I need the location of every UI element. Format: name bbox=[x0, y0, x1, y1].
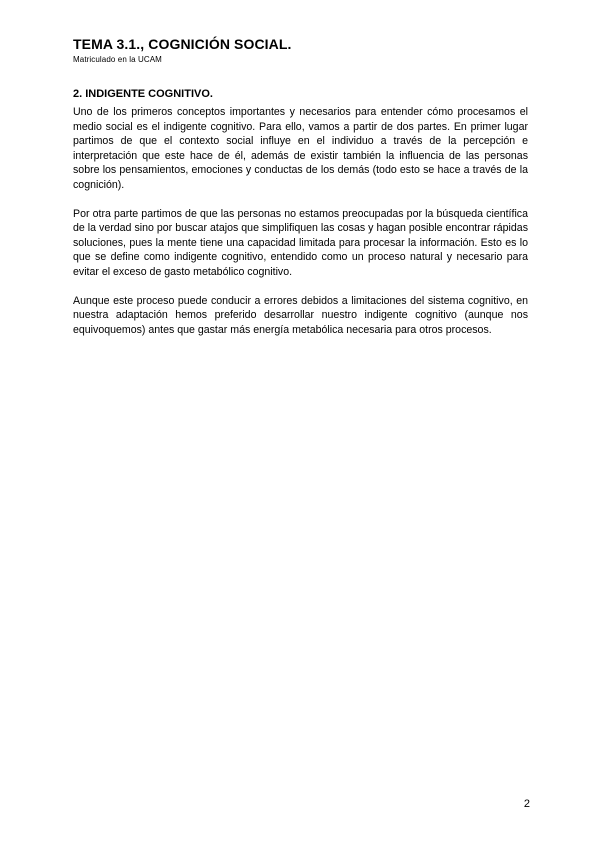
page-header bbox=[73, 36, 533, 65]
document-body bbox=[73, 87, 528, 351]
paragraph: Uno de los primeros conceptos importantes y necesarios para entender cómo procesamos el medio social es el indigente cognitivo. Para ello, vamos a partir de dos partes. En primer lugar partimos de que el contexto social influye en el individuo a través de la percepción e interpretación que este hace de él, además de existir también la influencia de las personas sobre los pensamientos, emociones y conductas de los demás (todo esto se hace a través de la cognición). bbox=[73, 106, 528, 191]
document-subtitle: Matriculado en la UCAM bbox=[73, 55, 162, 64]
section-heading: 2. INDIGENTE COGNITIVO. bbox=[73, 88, 213, 100]
document-title: TEMA 3.1., COGNICIÓN SOCIAL. bbox=[73, 36, 292, 52]
paragraph: Aunque este proceso puede conducir a errores debidos a limitaciones del sistema cognitivo, en nuestra adaptación hemos preferido desarrollar nuestro indigente cognitivo (aunque nos equivoquemos) antes que gastar más energía metabólica necesaria para otros procesos. bbox=[73, 294, 528, 336]
paragraph: Por otra parte partimos de que las personas no estamos preocupadas por la búsqueda científica de la verdad sino por buscar atajos que simplifiquen las cosas y hagan posible encontrar rápidas soluciones, pues la mente tiene una capacidad limitada para procesar la información. Esto es lo que se define como indigente cognitivo, entendido como un proceso natural y necesario para evitar el exceso de gasto metabólico cognitivo. bbox=[73, 207, 528, 278]
page-number: 2 bbox=[523, 798, 530, 810]
